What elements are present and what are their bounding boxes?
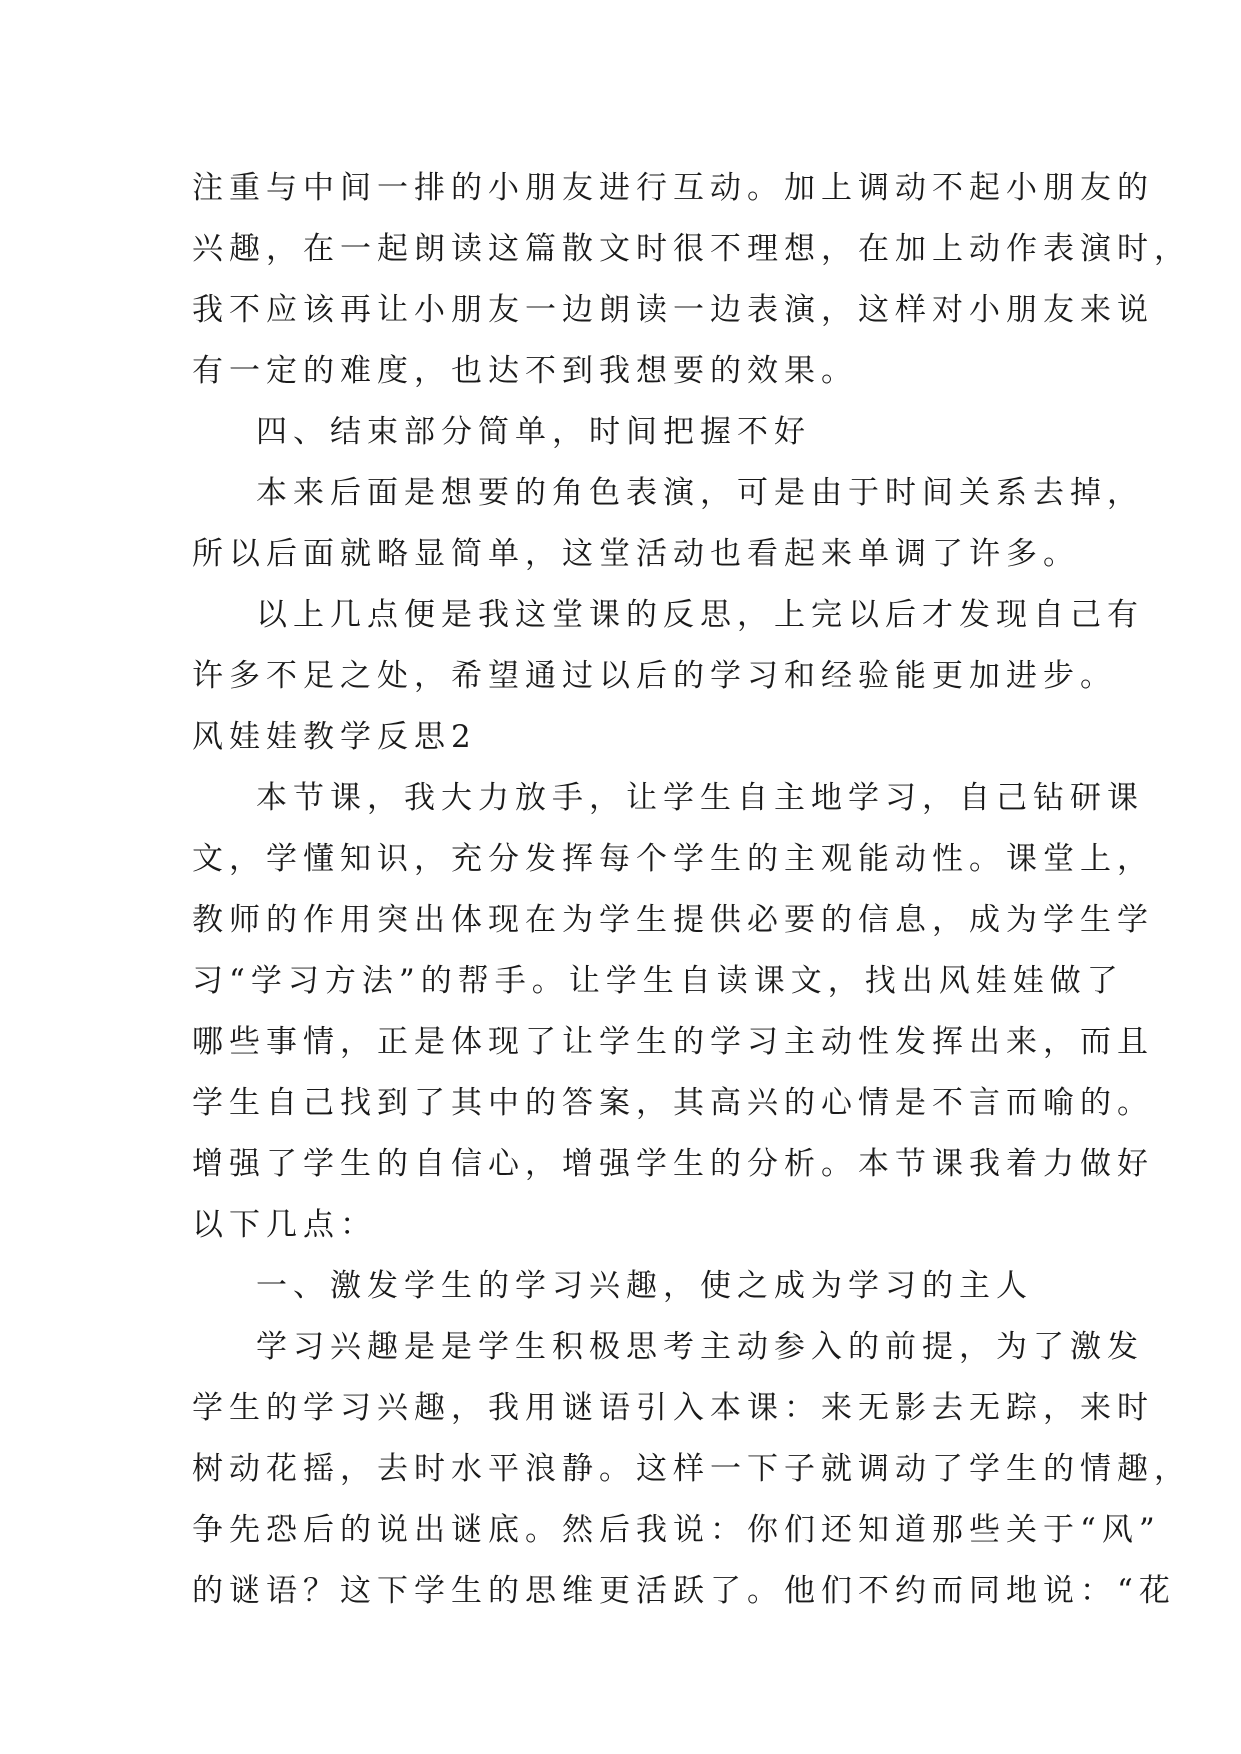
- body-line: 教师的作用突出体现在为学生提供必要的信息，成为学生学: [192, 902, 1154, 938]
- body-line: 以上几点便是我这堂课的反思，上完以后才发现自己有: [256, 597, 1144, 633]
- body-line: 所以后面就略显简单，这堂活动也看起来单调了许多。: [192, 536, 1080, 572]
- body-line: 习“学习方法”的帮手。让学生自读课文，找出风娃娃做了: [192, 963, 1124, 999]
- body-line: 学生自己找到了其中的答案，其高兴的心情是不言而喻的。: [192, 1085, 1154, 1121]
- body-line: 本来后面是想要的角色表演，可是由于时间关系去掉，: [256, 475, 1144, 511]
- body-line: 学习兴趣是是学生积极思考主动参入的前提，为了激发: [256, 1329, 1144, 1365]
- body-line: 争先恐后的说出谜底。然后我说：你们还知道那些关于“风”: [192, 1512, 1161, 1548]
- body-line: 本节课，我大力放手，让学生自主地学习，自己钻研课: [256, 780, 1144, 816]
- section-heading: 四、结束部分简单，时间把握不好: [256, 414, 811, 450]
- article-title: 风娃娃教学反思2: [192, 719, 477, 755]
- body-line: 许多不足之处，希望通过以后的学习和经验能更加进步。: [192, 658, 1117, 694]
- document-body: [192, 158, 1191, 1622]
- body-line: 以下几点：: [192, 1207, 377, 1243]
- section-heading: 一、激发学生的学习兴趣，使之成为学习的主人: [256, 1268, 1033, 1304]
- body-line: 的谜语？这下学生的思维更活跃了。他们不约而同地说：“花: [192, 1573, 1176, 1609]
- body-line: 我不应该再让小朋友一边朗读一边表演，这样对小朋友来说: [192, 292, 1154, 328]
- body-line: 有一定的难度，也达不到我想要的效果。: [192, 353, 858, 389]
- body-line: 增强了学生的自信心，增强学生的分析。本节课我着力做好: [192, 1146, 1154, 1182]
- body-line: 哪些事情，正是体现了让学生的学习主动性发挥出来，而且: [192, 1024, 1154, 1060]
- body-line: 注重与中间一排的小朋友进行互动。加上调动不起小朋友的: [192, 170, 1154, 206]
- body-line: 文，学懂知识，充分发挥每个学生的主观能动性。课堂上，: [192, 841, 1154, 877]
- body-line: 学生的学习兴趣，我用谜语引入本课：来无影去无踪，来时: [192, 1390, 1154, 1426]
- body-line: 兴趣，在一起朗读这篇散文时很不理想，在加上动作表演时，: [192, 231, 1191, 267]
- body-line: 树动花摇，去时水平浪静。这样一下子就调动了学生的情趣，: [192, 1451, 1191, 1487]
